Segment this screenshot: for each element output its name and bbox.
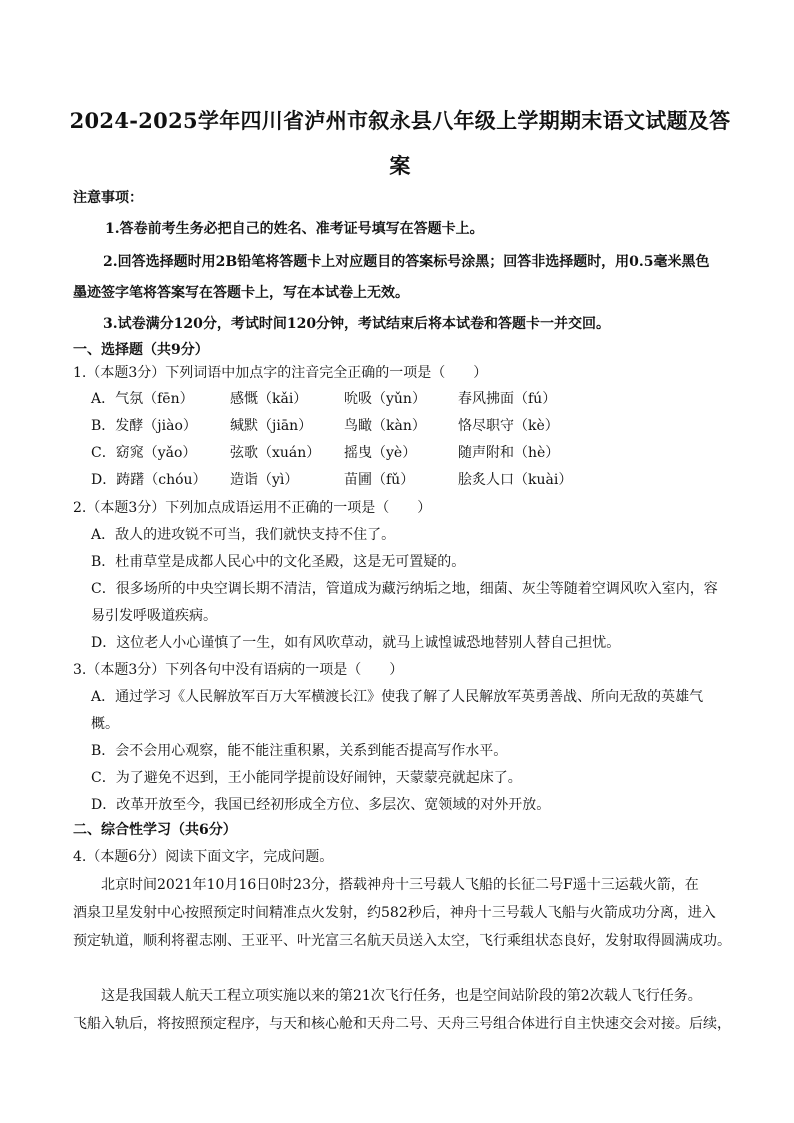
notice-item-1: 1.答卷前考生务必把自己的姓名、准考证号填写在答题卡上。: [105, 221, 484, 237]
q2-option-d: D．这位老人小心谨慎了一生，如有风吹草动，就马上诚惶诚恐地替别人替自己担忧。: [91, 635, 621, 651]
passage-p1-line2: 酒泉卫星发射中心按照预定时间精准点火发射，约582秒后，神舟十三号载人飞船与火箭成功分离，进入: [73, 905, 716, 921]
q3-option-d: D．改革开放至今，我国已经初形成全方位、多层次、宽领域的对外开放。: [91, 797, 551, 813]
q1-c-word1: C．窈窕（yǎo）: [91, 445, 197, 461]
q1-a-word1: A．气氛（fēn）: [91, 391, 194, 407]
q3-stem: 3.（本题3分）下列各句中没有语病的一项是（ ）: [73, 662, 404, 678]
document-title-line2: 案: [389, 153, 411, 178]
q2-option-b: B．杜甫草堂是成都人民心中的文化圣殿，这是无可置疑的。: [91, 554, 466, 570]
q1-a-word2: 感慨（kǎi）: [230, 391, 308, 407]
notice-item-2a: 2.回答选择题时用2B铅笔将答题卡上对应题目的答案标号涂黑；回答非选择题时，用0.5毫米黑色: [103, 254, 710, 270]
q1-b-word2: 缄默（jiān）: [230, 418, 313, 434]
passage-p1-line1: 北京时间2021年10月16日0时23分，搭载神舟十三号载人飞船的长征二号F遥十三运载火箭，在: [101, 877, 699, 893]
notice-item-3: 3.试卷满分120分，考试时间120分钟，考试结束后将本试卷和答题卡一并交回。: [103, 316, 611, 332]
section2-heading: 二、综合性学习（共6分）: [73, 822, 237, 838]
q2-option-c-line2: 易引发呼吸道疾病。: [91, 608, 217, 624]
document-title-line1: 2024-2025学年四川省泸州市叙永县八年级上学期期末语文试题及答: [69, 108, 731, 133]
q3-option-a-line2: 概。: [91, 716, 119, 732]
q1-c-word2: 弦歌（xuán）: [230, 445, 321, 461]
q2-stem: 2.（本题3分）下列加点成语运用不正确的一项是（ ）: [73, 500, 432, 516]
passage-p2-line1: 这是我国载人航天工程立项实施以来的第21次飞行任务，也是空间站阶段的第2次载人飞行任务。: [101, 988, 702, 1004]
q1-d-word4: 脍炙人口（kuài）: [458, 472, 573, 488]
q2-option-a: A．敌人的进攻锐不可当，我们就快支持不住了。: [91, 527, 396, 543]
section1-heading: 一、选择题（共9分）: [73, 342, 209, 358]
q1-b-word4: 恪尽职守（kè）: [458, 418, 559, 434]
q3-option-b: B．会不会用心观察，能不能注重积累，关系到能否提高写作水平。: [91, 743, 508, 759]
passage-p1-line3: 预定轨道，顺利将翟志刚、王亚平、叶光富三名航天员送入太空，飞行乘组状态良好，发射取得圆满成功。: [73, 933, 731, 949]
q4-stem: 4.（本题6分）阅读下面文字，完成问题。: [73, 849, 334, 865]
passage-p2-line2: 飞船入轨后，将按照预定程序，与天和核心舱和天舟二号、天舟三号组合体进行自主快速交会对接。后续，: [73, 1016, 731, 1032]
q3-option-a-line1: A．通过学习《人民解放军百万大军横渡长江》使我了解了人民解放军英勇善战、所向无敌的英雄气: [91, 689, 704, 705]
q1-d-word1: D．踌躇（chóu）: [91, 472, 207, 488]
q1-a-word4: 春风拂面（fú）: [458, 391, 557, 407]
notice-heading: 注意事项：: [73, 190, 143, 206]
q1-a-word3: 吮吸（yǔn）: [344, 391, 426, 407]
notice-item-2b: 墨迹签字笔将答案写在答题卡上，写在本试卷上无效。: [73, 285, 409, 301]
q1-b-word3: 鸟瞰（kàn）: [344, 418, 426, 434]
q3-option-c: C．为了避免不迟到，王小能同学提前设好闹钟，天蒙蒙亮就起床了。: [91, 770, 522, 786]
q1-d-word3: 苗圃（fǔ）: [344, 472, 415, 488]
q1-stem: 1.（本题3分）下列词语中加点字的注音完全正确的一项是（ ）: [73, 365, 488, 381]
q1-c-word4: 随声附和（hè）: [458, 445, 560, 461]
q1-c-word3: 摇曳（yè）: [344, 445, 417, 461]
q2-option-c-line1: C．很多场所的中央空调长期不清洁，管道成为藏污纳垢之地，细菌、灰尘等随着空调风吹入室内，容: [91, 581, 718, 597]
q1-b-word1: B．发酵（jiào）: [91, 418, 197, 434]
q1-d-word2: 造诣（yì）: [230, 472, 299, 488]
